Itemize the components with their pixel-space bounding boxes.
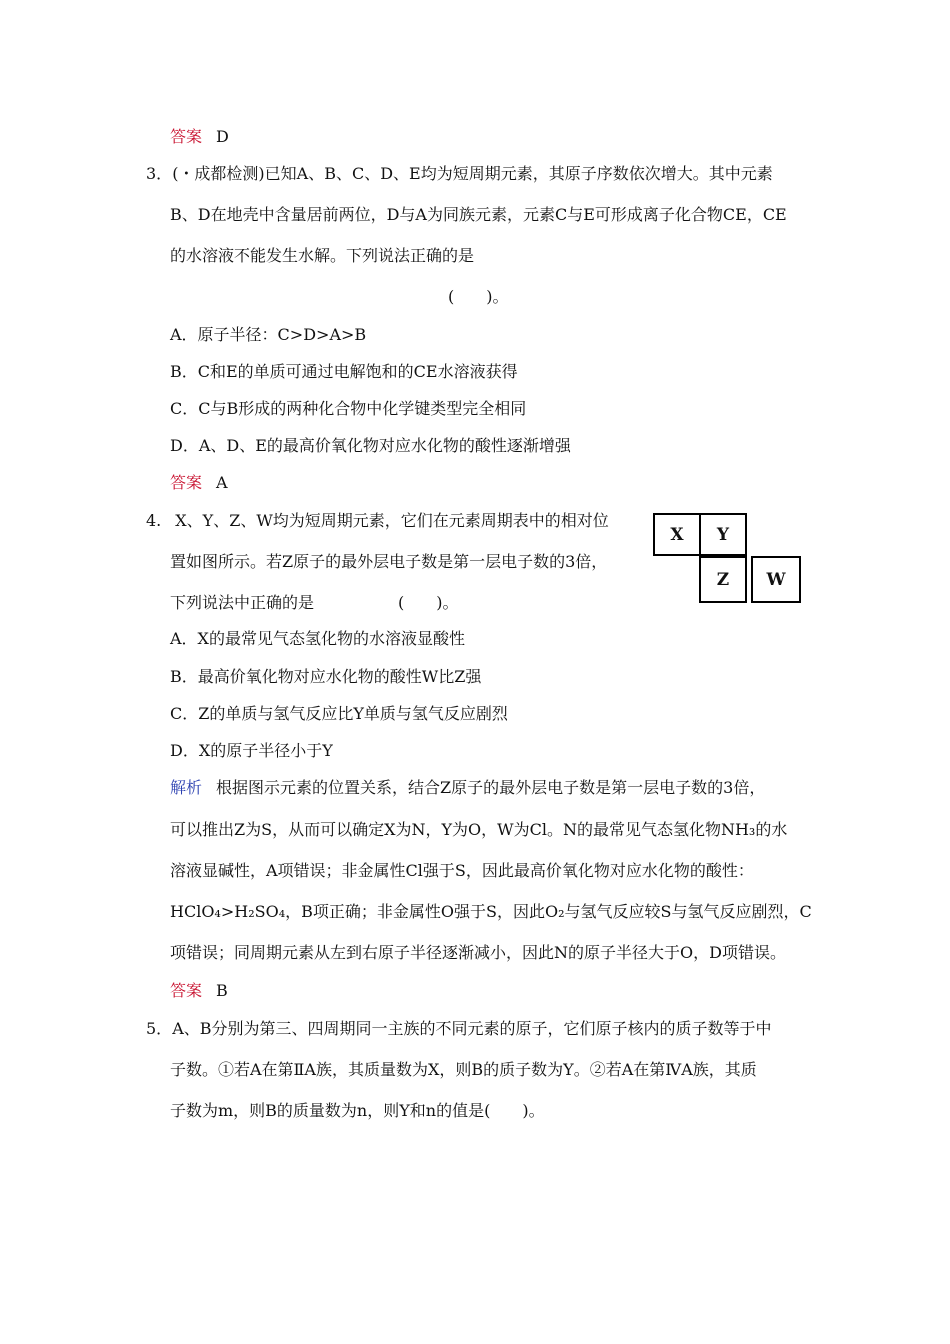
answer-label: 答案 — [170, 127, 203, 146]
q4-number: 4. — [146, 511, 162, 530]
answer-line-q2 — [170, 127, 229, 147]
q4-analysis-line1 — [170, 778, 765, 798]
answer-value: D — [216, 127, 229, 146]
q3-option-c: C．C与B形成的两种化合物中化学键类型完全相同 — [170, 399, 527, 418]
answer-line-q3 — [170, 473, 228, 493]
q3-option-a: A．原子半径：C>D>A>B — [170, 325, 367, 344]
q4-option-d: D．X的原子半径小于Y — [170, 741, 333, 760]
answer-value: A — [216, 473, 228, 492]
answer-value: B — [216, 981, 228, 1000]
q4-analysis-line5: 项错误；同周期元素从左到右原子半径逐渐减小，因此N的原子半径大于O，D项错误。 — [170, 943, 786, 962]
periodic-table-fragment — [653, 513, 801, 603]
table-cell-w: W — [751, 556, 801, 603]
q4-analysis-line4: HClO₄>H₂SO₄，B项正确；非金属性O强于S，因此O₂与氢气反应较S与氢气反应剧烈，C — [170, 902, 812, 921]
table-cell-y: Y — [699, 513, 747, 556]
answer-line-q4 — [170, 981, 228, 1001]
q4-answer-paren: ( )。 — [398, 593, 459, 612]
q4-option-c: C．Z的单质与氢气反应比Y单质与氢气反应剧烈 — [170, 704, 508, 723]
answer-label: 答案 — [170, 473, 203, 492]
table-cell-x: X — [653, 513, 701, 556]
q4-option-a: A．X的最常见气态氢化物的水溶液显酸性 — [170, 629, 465, 648]
q3-line1 — [146, 164, 773, 184]
answer-label: 答案 — [170, 981, 203, 1000]
q4-line3 — [170, 593, 459, 613]
q4-option-b: B．最高价氧化物对应水化物的酸性W比Z强 — [170, 667, 482, 686]
q4-stem-3: 下列说法中正确的是 — [170, 593, 315, 612]
q5-stem-1: A、B分别为第三、四周期同一主族的不同元素的原子，它们原子核内的质子数等于中 — [172, 1019, 772, 1038]
q5-line1 — [146, 1019, 772, 1039]
q4-analysis-line3: 溶液显碱性，A项错误；非金属性Cl强于S，因此最高价氧化物对应水化物的酸性： — [170, 861, 754, 880]
q3-option-b: B．C和E的单质可通过电解饱和的CE水溶液获得 — [170, 362, 518, 381]
q3-line2: B、D在地壳中含量居前两位，D与A为同族元素，元素C与E可形成离子化合物CE，CE — [170, 205, 787, 224]
q3-stem-1: (・成都检测)已知A、B、C、D、E均为短周期元素，其原子序数依次增大。其中元素 — [172, 164, 773, 183]
q4-stem-1: X、Y、Z、W均为短周期元素，它们在元素周期表中的相对位 — [175, 511, 609, 530]
q3-line3: 的水溶液不能发生水解。下列说法正确的是 — [170, 246, 475, 265]
q3-answer-paren: ( )。 — [448, 287, 509, 306]
q4-line2: 置如图所示。若Z原子的最外层电子数是第一层电子数的3倍， — [170, 552, 608, 571]
q4-analysis-line2: 可以推出Z为S，从而可以确定X为N，Y为O，W为Cl。N的最常见气态氢化物NH₃的水 — [170, 820, 788, 839]
q3-option-d: D．A、D、E的最高价氧化物对应水化物的酸性逐渐增强 — [170, 436, 571, 455]
table-cell-z: Z — [699, 556, 747, 603]
analysis-text-1: 根据图示元素的位置关系，结合Z原子的最外层电子数是第一层电子数的3倍， — [216, 778, 766, 797]
q5-line2: 子数。①若A在第ⅡA族，其质量数为X，则B的质子数为Y。②若A在第ⅣA族，其质 — [170, 1060, 757, 1079]
q5-number: 5． — [146, 1019, 173, 1038]
q5-line3: 子数为m，则B的质量数为n，则Y和n的值是( )。 — [170, 1101, 545, 1120]
q4-line1 — [146, 511, 609, 531]
analysis-label: 解析 — [170, 778, 203, 797]
q3-number: 3． — [146, 164, 173, 183]
